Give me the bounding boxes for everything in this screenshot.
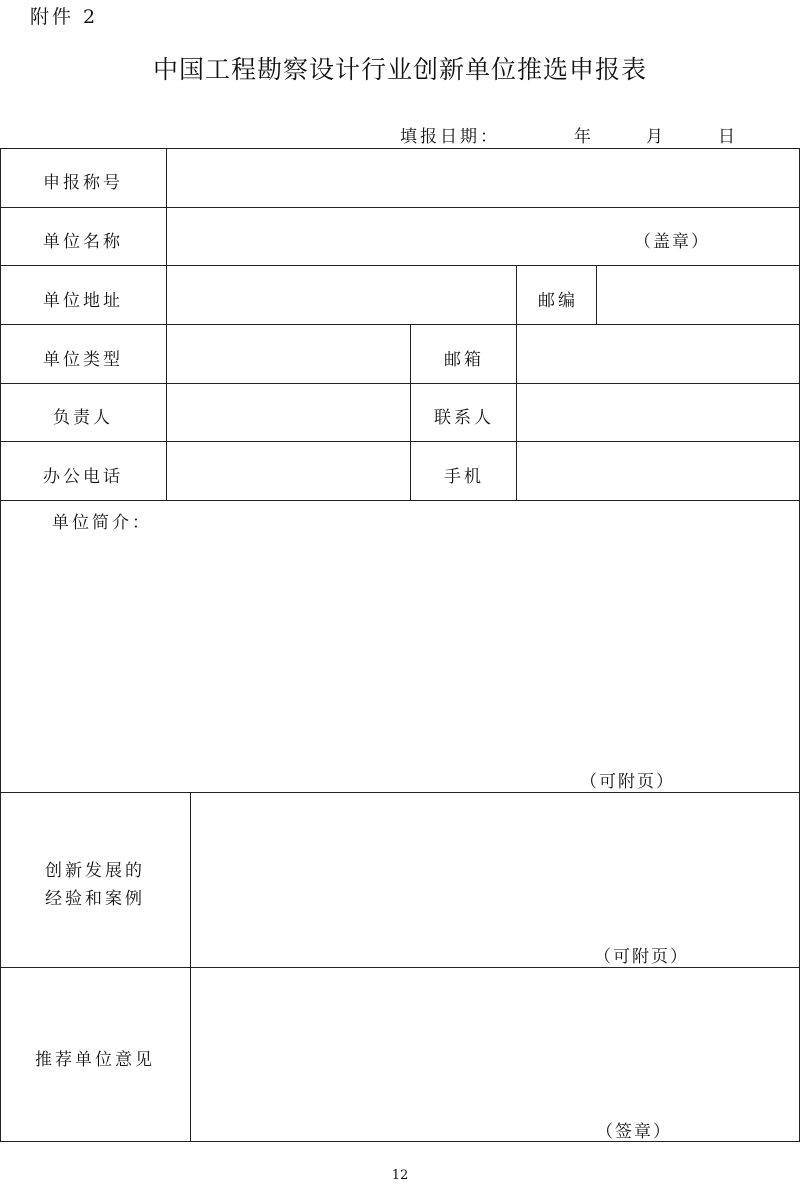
attach-page-note: （可附页） bbox=[580, 772, 675, 792]
mobile-label: 手机 bbox=[444, 467, 484, 487]
recommendation-label: 推荐单位意见 bbox=[35, 1050, 155, 1070]
date-year-label: 年 bbox=[574, 127, 594, 147]
seal-note: （盖章） bbox=[634, 232, 710, 252]
signature-note: （签章） bbox=[596, 1122, 672, 1142]
page-number: 12 bbox=[391, 1168, 409, 1183]
unit-address-label: 单位地址 bbox=[43, 291, 123, 311]
unit-type-label: 单位类型 bbox=[43, 350, 123, 370]
contact-label: 联系人 bbox=[434, 408, 494, 428]
attach-page-note: （可附页） bbox=[594, 947, 689, 967]
mobile-field[interactable] bbox=[517, 442, 799, 500]
table-border-bottom bbox=[0, 1141, 800, 1142]
unit-address-field[interactable] bbox=[167, 266, 516, 324]
unit-name-label: 单位名称 bbox=[43, 232, 123, 252]
attachment-label: 附件 2 bbox=[30, 6, 99, 28]
unit-intro-field[interactable] bbox=[1, 501, 799, 792]
email-field[interactable] bbox=[517, 325, 799, 383]
fill-date-label: 填报日期： bbox=[400, 127, 500, 147]
declaration-name-label: 申报称号 bbox=[43, 173, 123, 193]
recommendation-field[interactable] bbox=[191, 968, 799, 1141]
contact-field[interactable] bbox=[517, 384, 799, 441]
email-label: 邮箱 bbox=[444, 350, 484, 370]
postcode-field[interactable] bbox=[597, 266, 799, 324]
col-divider bbox=[410, 324, 411, 500]
office-phone-field[interactable] bbox=[167, 442, 410, 500]
date-month-label: 月 bbox=[646, 127, 666, 147]
form-title: 中国工程勘察设计行业创新单位推选申报表 bbox=[152, 55, 647, 84]
unit-intro-label: 单位简介： bbox=[52, 513, 152, 533]
declaration-name-field[interactable] bbox=[167, 149, 799, 207]
unit-type-field[interactable] bbox=[167, 325, 410, 383]
experience-label-line1: 创新发展的 bbox=[45, 861, 145, 881]
date-day-label: 日 bbox=[718, 127, 738, 147]
experience-label-line2: 经验和案例 bbox=[45, 889, 145, 909]
col-divider bbox=[516, 265, 517, 324]
experience-field[interactable] bbox=[191, 793, 799, 967]
principal-field[interactable] bbox=[167, 384, 410, 441]
office-phone-label: 办公电话 bbox=[43, 467, 123, 487]
principal-label: 负责人 bbox=[53, 408, 113, 428]
postcode-label: 邮编 bbox=[538, 291, 578, 311]
